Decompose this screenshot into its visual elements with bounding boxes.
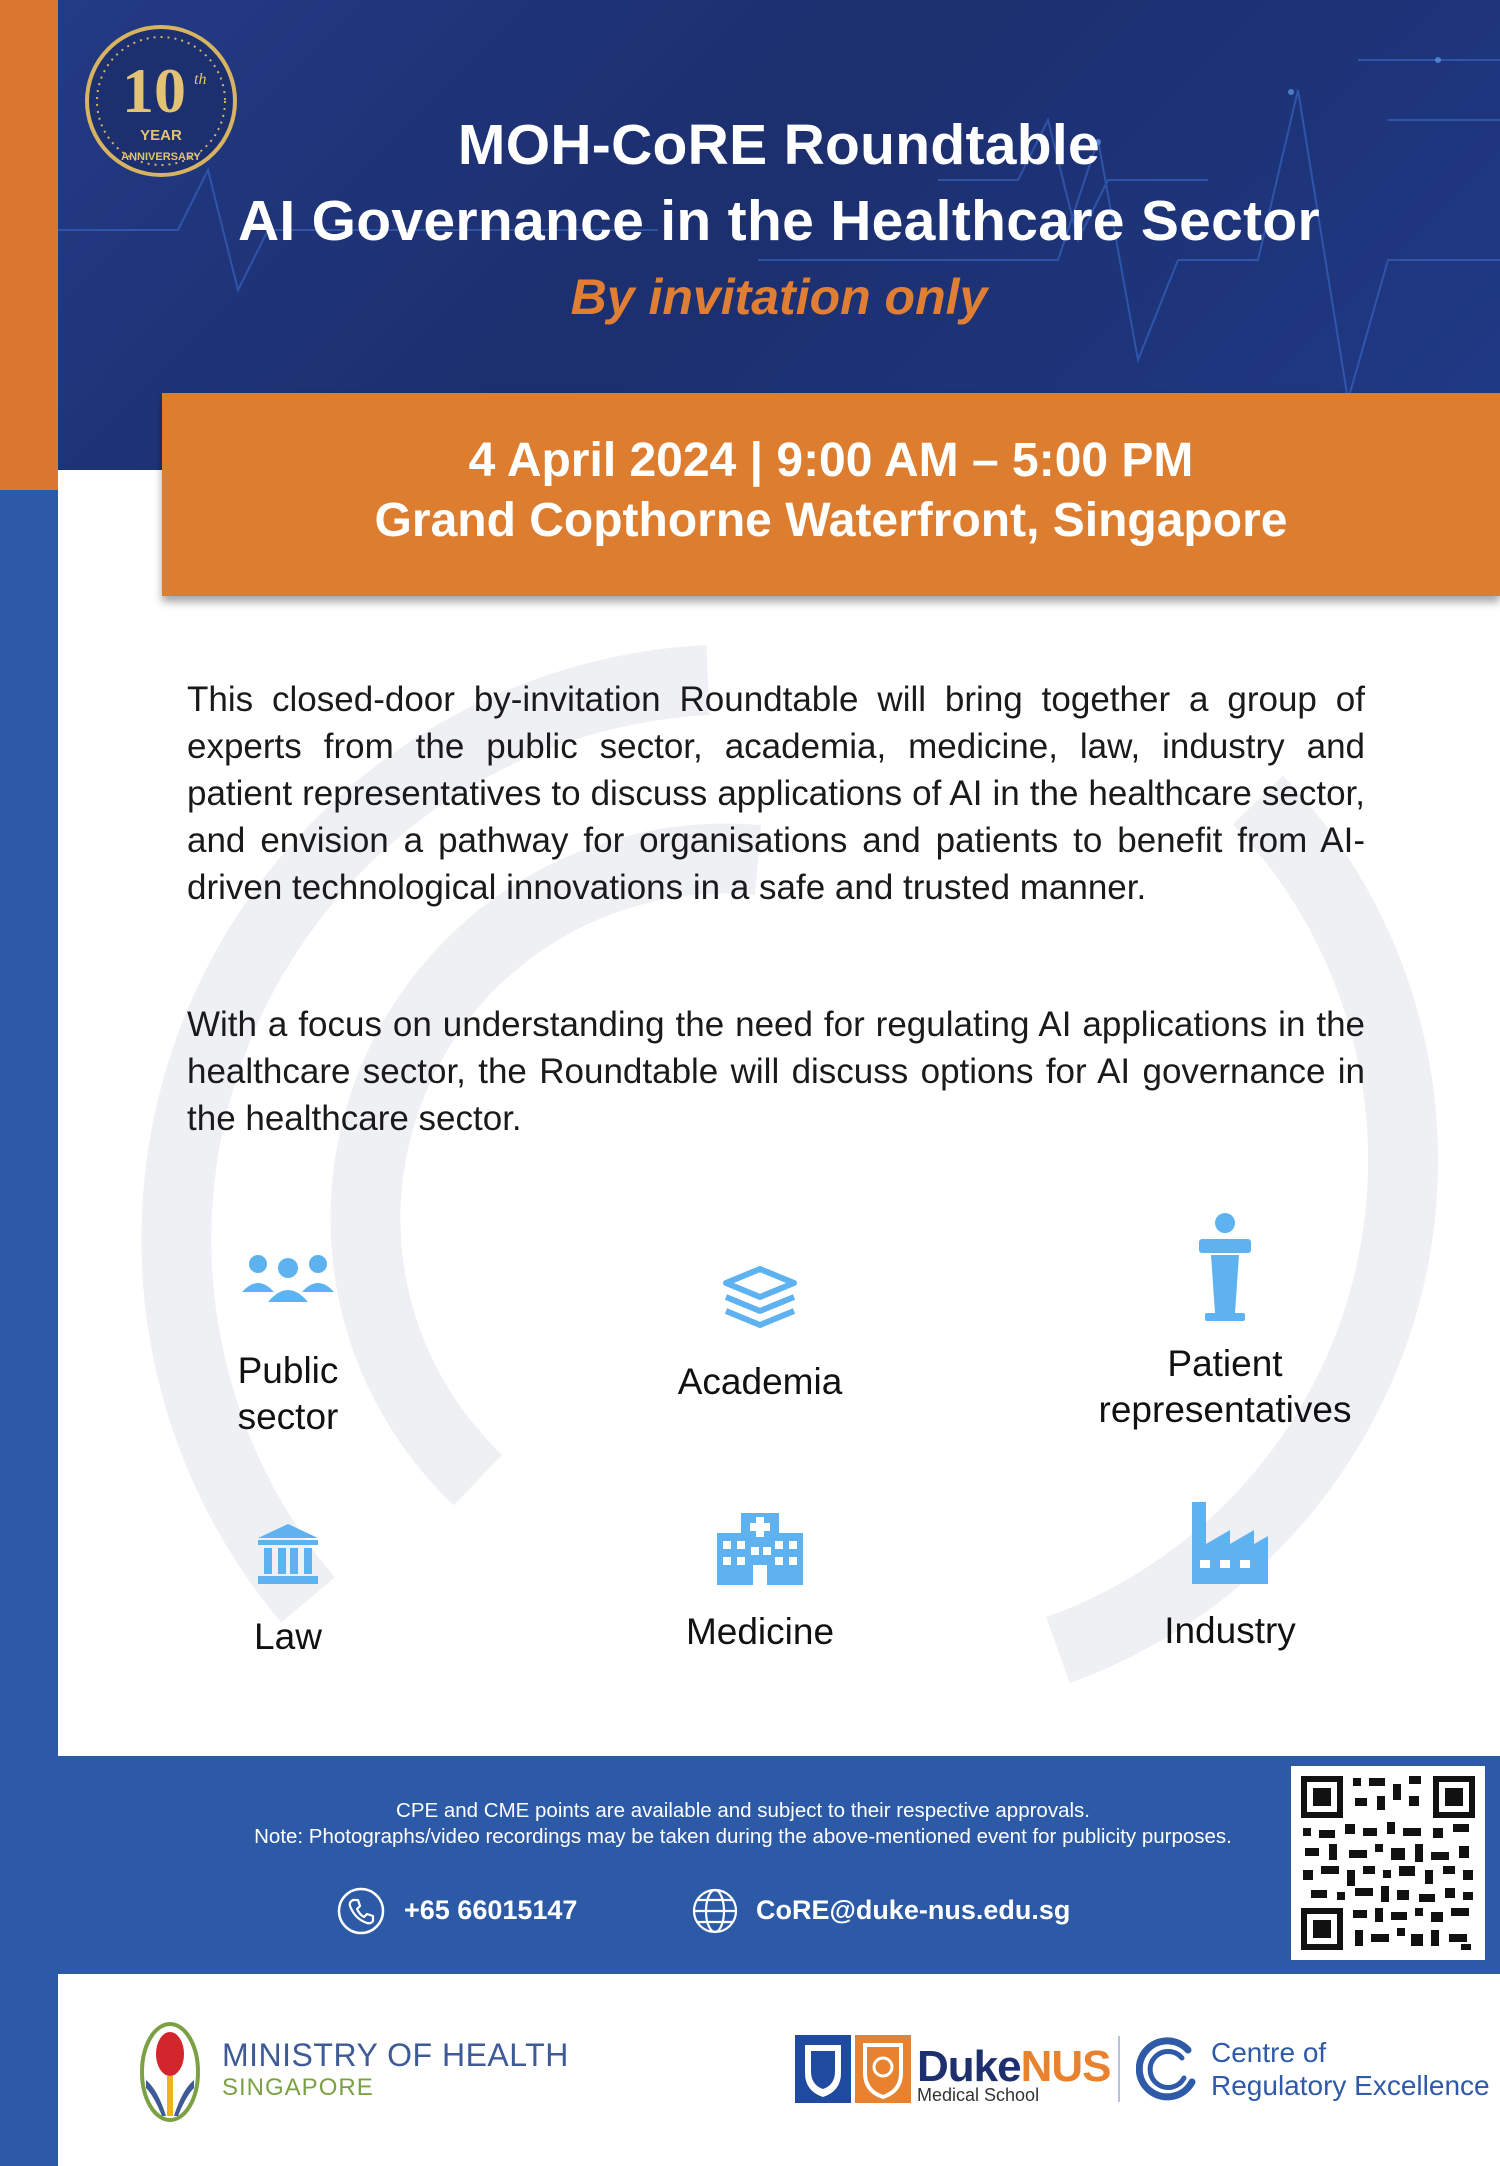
participant-industry bbox=[1110, 1500, 1350, 1654]
participant-public-sector bbox=[188, 1250, 388, 1440]
moh-name: MINISTRY OF HEALTH bbox=[222, 2037, 569, 2073]
core-name-line-2: Regulatory Excellence bbox=[1211, 2070, 1490, 2101]
duke-nus-subtitle: Medical School bbox=[917, 2085, 1040, 2105]
participant-label: representatives bbox=[1098, 1389, 1352, 1430]
qr-code[interactable] bbox=[1291, 1766, 1485, 1960]
core-circle-logo bbox=[1136, 2036, 1202, 2102]
left-accent-orange bbox=[0, 0, 58, 490]
participant-label: Patient bbox=[1167, 1343, 1283, 1384]
phone-number[interactable]: +65 66015147 bbox=[404, 1895, 578, 1925]
title-line-2: AI Governance in the Healthcare Sector bbox=[237, 189, 1321, 253]
participant-academia bbox=[640, 1255, 880, 1405]
participant-label: Industry bbox=[1164, 1610, 1296, 1651]
books-icon bbox=[720, 1255, 800, 1335]
moh-crest-logo bbox=[138, 2020, 202, 2124]
nus-wordmark-part: NUS bbox=[1020, 2042, 1111, 2091]
moh-country: SINGAPORE bbox=[222, 2074, 374, 2101]
group-icon bbox=[240, 1250, 336, 1314]
factory-icon bbox=[1190, 1500, 1270, 1586]
photography-note: Note: Photographs/video recordings may be taken during the above-mentioned event for publicity purposes. bbox=[254, 1825, 1232, 1848]
cpe-cme-note: CPE and CME points are available and subject to their respective approvals. bbox=[396, 1799, 1090, 1822]
participant-patient-representatives bbox=[1070, 1213, 1380, 1433]
participant-label: Academia bbox=[677, 1361, 843, 1402]
footer-contact-bar bbox=[58, 1756, 1500, 1974]
badge-year: YEAR bbox=[140, 127, 182, 144]
title-line-1: MOH-CoRE Roundtable bbox=[457, 113, 1101, 177]
description-paragraph-2: With a focus on understanding the need for regulating AI applications in the healthcare sector, the Roundtable will discuss options for AI governance in the healthcare sector. bbox=[187, 1005, 1365, 1138]
logo-divider bbox=[1118, 2036, 1120, 2102]
badge-suffix: th bbox=[194, 71, 207, 88]
qr-code-image bbox=[1291, 1766, 1485, 1960]
globe-icon bbox=[691, 1887, 739, 1935]
core-name-line-1: Centre of bbox=[1211, 2037, 1327, 2068]
participant-medicine bbox=[640, 1503, 880, 1655]
left-accent-blue bbox=[0, 490, 58, 2166]
hospital-icon bbox=[715, 1503, 805, 1587]
podium-icon bbox=[1195, 1213, 1255, 1323]
phone-icon bbox=[337, 1887, 385, 1935]
courthouse-icon bbox=[256, 1522, 320, 1586]
duke-wordmark-part: Duke bbox=[917, 2042, 1021, 2091]
badge-anniversary: ANNIVERSARY bbox=[121, 151, 201, 163]
event-date-time: 4 April 2024 | 9:00 AM – 5:00 PM bbox=[468, 434, 1194, 487]
badge-number: 10 bbox=[122, 55, 186, 126]
participant-label: Medicine bbox=[685, 1611, 835, 1652]
invitation-subtitle: By invitation only bbox=[570, 269, 988, 325]
email-address[interactable]: CoRE@duke-nus.edu.sg bbox=[756, 1895, 1071, 1925]
participant-label: sector bbox=[237, 1396, 339, 1437]
participant-label: Public bbox=[237, 1350, 339, 1391]
participant-law bbox=[188, 1522, 388, 1660]
description-paragraph-1: This closed-door by-invitation Roundtable will bring together a group of experts from the public sector, academia, medicine, law, industry and patient representatives to discuss applications of AI in the healthcare sector, and envision a pathway for organisations and patients to benefit from AI-driven technological innovations in a safe and trusted manner. bbox=[187, 680, 1365, 907]
event-details-band bbox=[162, 393, 1500, 596]
participant-label: Law bbox=[254, 1616, 322, 1657]
duke-nus-shields-logo bbox=[795, 2035, 911, 2103]
event-venue: Grand Copthorne Waterfront, Singapore bbox=[374, 494, 1288, 547]
